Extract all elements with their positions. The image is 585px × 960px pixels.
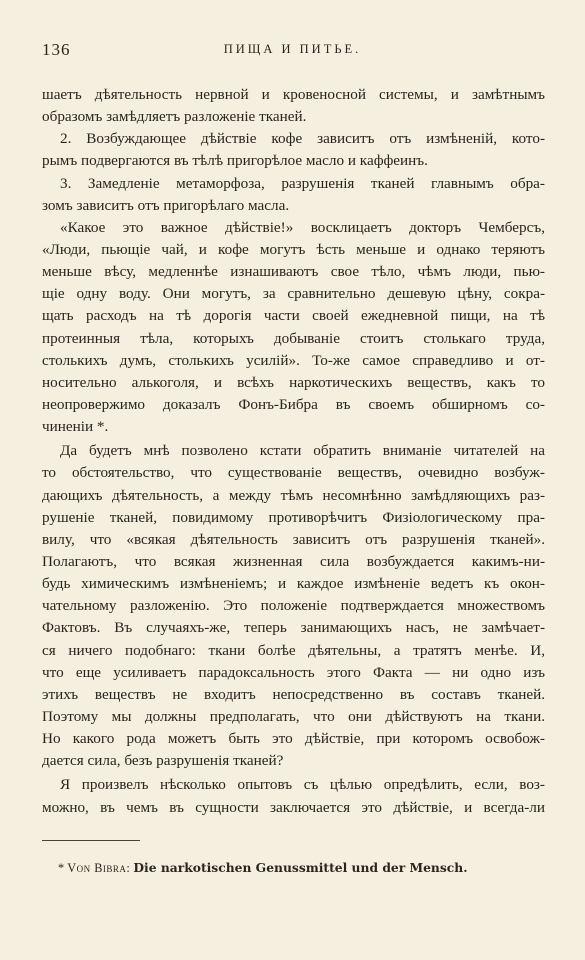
text-line: шаетъ дѣятельность нервной и кровеносной системы, и замѣтнымъ bbox=[42, 86, 545, 103]
text-line: Поэтому мы должны предполагать, что они дѣйствуютъ на ткани. bbox=[42, 707, 545, 725]
text-line: ся ничего подобнаго: ткани болѣе дѣятельны, а тратятъ менѣе. И, bbox=[42, 641, 545, 659]
text-line: то обстоятельство, что существованіе веществъ, очевидно возбуж- bbox=[42, 464, 545, 482]
footnote bbox=[58, 860, 518, 876]
text-line: 3. Замедленіе метаморфоза, разрушенія тканей главнымъ обра- bbox=[60, 174, 545, 192]
text-line: щать расходъ на тѣ дорогія части своей ежедневной пищи, на тѣ bbox=[42, 307, 545, 325]
text-line: вилу, что «всякая дѣятельность зависитъ отъ разрушенія тканей». bbox=[42, 530, 545, 548]
text-line: Да будетъ мнѣ позволено кстати обратить вниманіе читателей на bbox=[60, 442, 545, 460]
text-line: что еще усиливаетъ парадоксальность этого Факта — ни одно изъ bbox=[42, 663, 545, 681]
text-line: дается сила, безъ разрушенія тканей? bbox=[42, 752, 284, 770]
text-line: «Какое это важное дѣйствіе!» восклицаетъ докторъ Чемберсъ, bbox=[60, 218, 545, 236]
text-line: чательному разложенію. Это положеніе подтверждается множествомъ bbox=[42, 597, 545, 615]
text-line: будь химическимъ измѣненіемъ; и каждое измѣненіе ведетъ къ окон- bbox=[42, 575, 545, 593]
footnote-divider bbox=[42, 840, 140, 841]
text-line: щіе одну воду. Они могутъ, за сравнительно дешевую цѣну, сокра- bbox=[42, 285, 545, 303]
text-line: дающихъ дѣятельность, а между тѣмъ несомнѣнно замѣдляющихъ раз- bbox=[42, 486, 545, 504]
text-line: этихъ веществъ не входитъ непосредственно въ составъ тканей. bbox=[42, 685, 545, 703]
text-line: рымъ подвергаются въ тѣлѣ пригорѣлое масло и каффеинъ. bbox=[42, 152, 428, 170]
text-line: чиненіи *. bbox=[42, 418, 109, 436]
footnote-work-title: Die narkotischen Genussmittel und der Mensch. bbox=[133, 860, 468, 875]
text-line: Фактовъ. Въ случаяхъ-же, теперь занимающихъ насъ, не замѣчает- bbox=[42, 619, 545, 637]
text-line: 2. Возбуждающее дѣйствіе кофе зависитъ отъ измѣненій, кото- bbox=[60, 130, 545, 148]
text-line: Я произвелъ нѣсколько опытовъ съ цѣлью опредѣлить, если, воз- bbox=[60, 776, 545, 794]
text-line: неопровержимо доказалъ Фонъ-Бибра въ своемъ обширномъ со- bbox=[42, 395, 545, 413]
text-line: Но какого рода можетъ быть это дѣйствіе, при которомъ освобож- bbox=[42, 730, 545, 748]
text-line: образомъ замѣдляетъ разложеніе тканей. bbox=[42, 108, 307, 126]
running-head bbox=[42, 40, 543, 64]
text-line: можно, въ чемъ въ сущности заключается это дѣйствіе, и всегда-ли bbox=[42, 798, 545, 816]
body-text bbox=[42, 84, 545, 819]
footnote-marker: * bbox=[58, 861, 65, 875]
text-line: меньше вѣсу, медленнѣе изнашиваютъ свое тѣло, чѣмъ люди, пью- bbox=[42, 263, 545, 281]
text-line: протеинныя тѣла, которыхъ добываніе стоитъ столькаго труда, bbox=[42, 329, 545, 347]
text-line: столькихъ думъ, столькихъ усилій». То-же самое справедливо и от- bbox=[42, 351, 545, 369]
text-line: зомъ зависитъ отъ пригорѣлаго масла. bbox=[42, 196, 290, 214]
text-line: «Люди, пьющіе чай, и кофе могутъ ѣсть меньше и однако теряютъ bbox=[42, 240, 545, 258]
text-line: носительно алькоголя, и всѣхъ наркотическихъ веществъ, какъ то bbox=[42, 373, 545, 391]
page-number: 136 bbox=[42, 40, 71, 59]
text-line: рушеніе тканей, повидимому противорѣчитъ Физіологическому пра- bbox=[42, 508, 545, 526]
text-line: Полагаютъ, что всякая жизненная сила возбуждается какимъ-ни- bbox=[42, 552, 545, 570]
page-header-title: ПИЩА И ПИТЬЕ. bbox=[223, 42, 362, 56]
footnote-author: Von Bibra: bbox=[67, 861, 131, 875]
